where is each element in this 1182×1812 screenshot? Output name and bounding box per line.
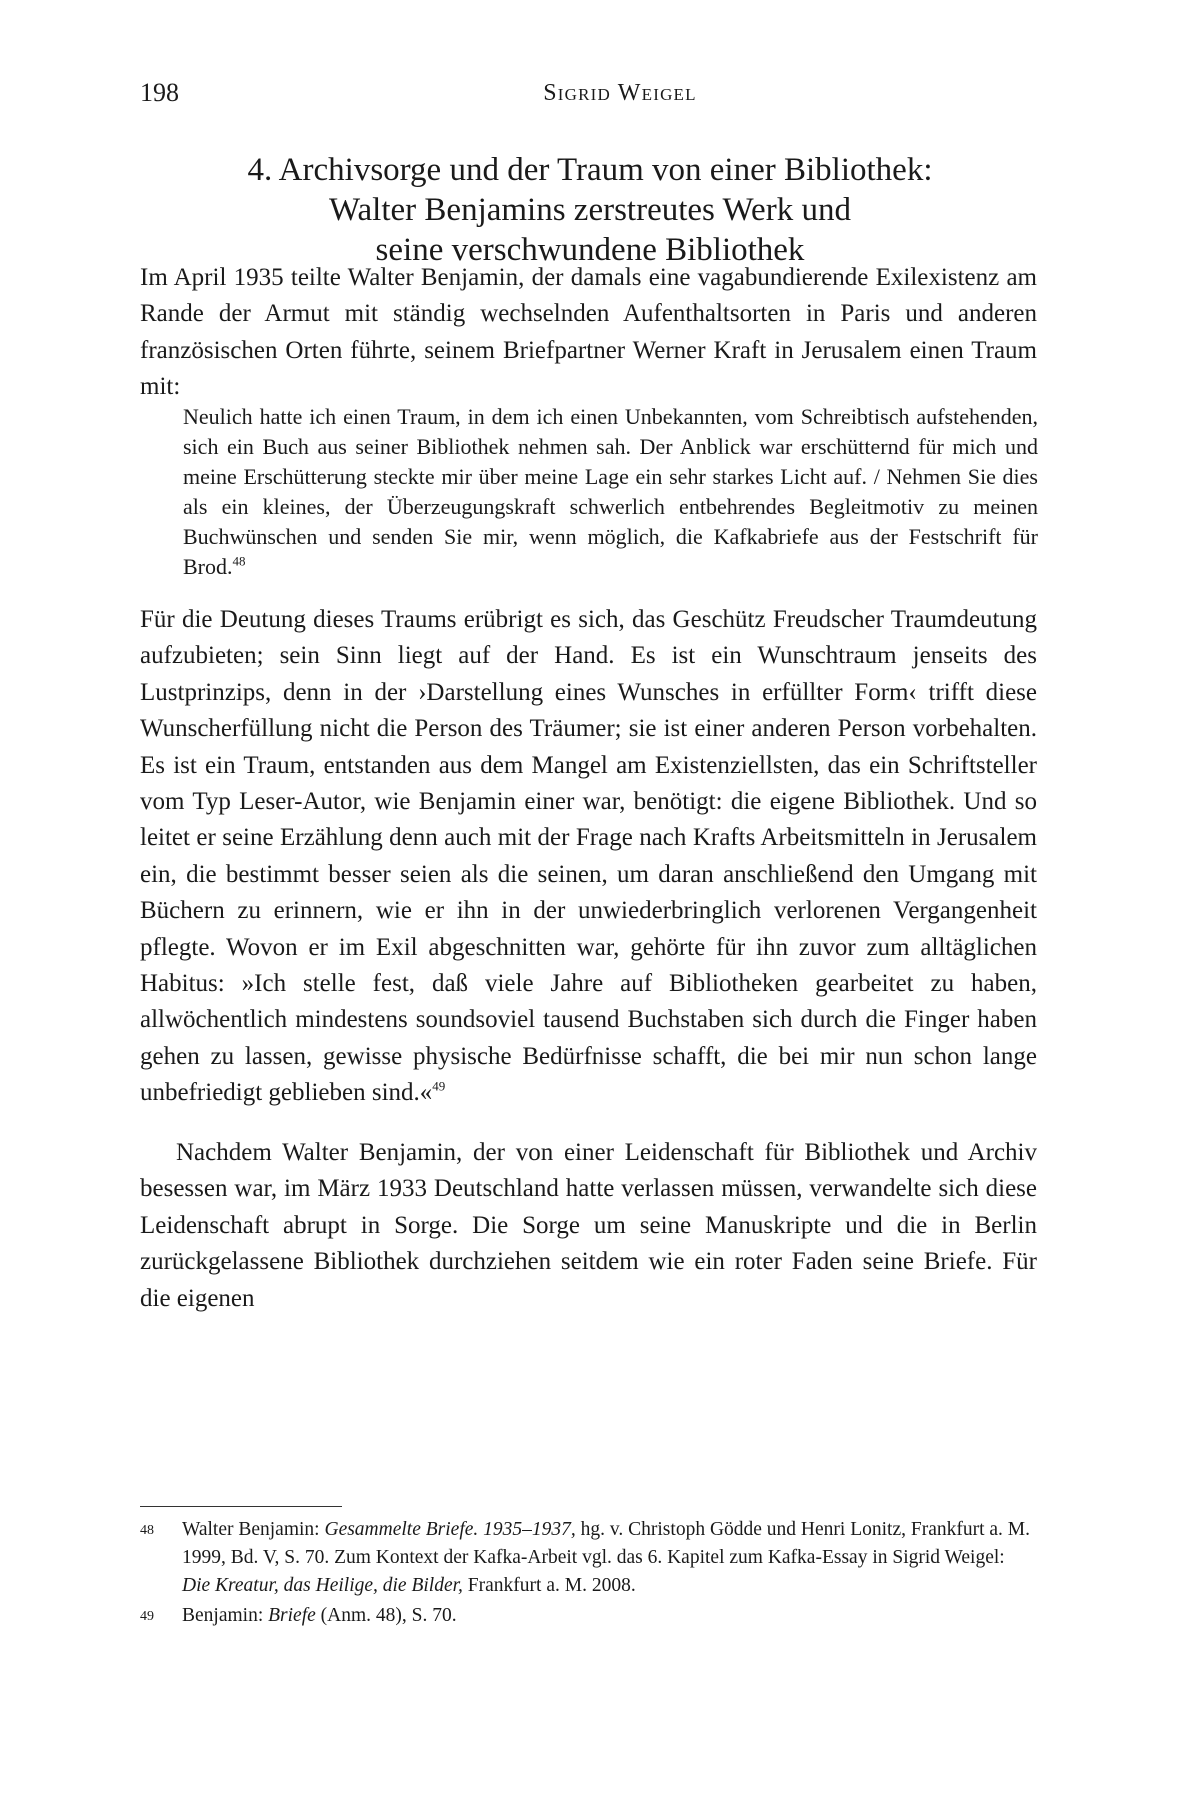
section-heading-line: 4. Archivsorge und der Traum von einer Bibliothek: [247, 152, 933, 188]
block-quote [183, 402, 1038, 582]
footnote-number: 48 [140, 1523, 154, 1538]
page-number: 198 [140, 78, 179, 107]
footnote-number: 49 [140, 1609, 154, 1624]
footnote-title-italic: Briefe [268, 1605, 316, 1626]
footnote-text [182, 1602, 1037, 1630]
footnote-title-italic: Gesammelte Briefe. 1935–1937, [324, 1519, 576, 1540]
body-paragraph-3: Nachdem Walter Benjamin, der von einer Leidenschaft für Bibliothek und Archiv besessen war, im März 1933 Deutschland hatte verlassen müssen, verwandelte sich diese Leidenschaft abrupt in Sorge. Die Sorge um seine Manuskripte und die in Berlin zurückgelassene Bibliothek durchziehen seitdem wie ein roter Faden seine Briefe. Für die eigenen [140, 1139, 1037, 1312]
body-paragraph-2 [140, 602, 1037, 1112]
footnote-49 [140, 1602, 1037, 1630]
running-head [140, 78, 1040, 114]
footnote-separator [140, 1506, 342, 1507]
footnote-title-italic: Die Kreatur, das Heilige, die Bilder, [182, 1575, 463, 1596]
footnote-text-part: (Anm. 48), S. 70. [315, 1605, 457, 1626]
footnote-text-part: Walter Benjamin: [182, 1519, 325, 1540]
footnote-48 [140, 1516, 1037, 1600]
footnote-text-part: Frankfurt a. M. 2008. [462, 1575, 636, 1596]
footnote-ref-48[interactable]: 48 [232, 553, 246, 569]
footnote-text [182, 1516, 1037, 1600]
block-quote-text: Neulich hatte ich einen Traum, in dem ich einen Unbekannten, vom Schreibtisch aufstehenden, sich ein Buch aus seiner Bibliothek nehmen sah. Der Anblick war erschütternd für mich und meine Erschütterung steckte mir über meine Lage ein sehr starkes Licht auf. / Nehmen Sie dies als ein kleines, der Überzeugungskraft schwerlich entbehrendes Begleitmotiv zu meinen Buchwünschen und senden Sie mir, wenn möglich, die Kafkabriefe aus der Festschrift für Brod. [183, 404, 1038, 579]
running-head-author: Sigrid Weigel [543, 80, 697, 106]
footnote-text-part: Benjamin: [182, 1605, 269, 1626]
section-heading-line: seine verschwundene Bibliothek [375, 232, 805, 268]
footnote-text-part: hg. v. Christoph Gödde und Henri Lonitz, Frankfurt a. M. 1999, Bd. V, S. 70. Zum Kontext der Kafka-Arbeit vgl. das 6. Kapitel zum Kafka-Essay in Sigrid Weigel: [182, 1519, 1030, 1568]
body-paragraph-1: Im April 1935 teilte Walter Benjamin, der damals eine vagabundierende Exilexistenz am Rande der Armut mit ständig wechselnden Aufenthaltsorten in Paris und anderen französischen Orten führte, seinem Briefpartner Werner Kraft in Jerusalem einen Traum mit: [140, 264, 1037, 401]
section-heading [140, 150, 1040, 270]
section-heading-line: Walter Benjamins zerstreutes Werk und [329, 192, 851, 228]
body-paragraph-2-text: Für die Deutung dieses Traums erübrigt es sich, das Geschütz Freudscher Traumdeutung aufzubieten; sein Sinn liegt auf der Hand. Es ist ein Wunschtraum jenseits des Lustprinzips, denn in der ›Darstellung eines Wunsches in erfüllter Form‹ trifft diese Wunscherfüllung nicht die Person des Träumer; sie ist einer anderen Person vorbehalten. Es ist ein Traum, entstanden aus dem Mangel am Existenziellsten, das ein Schriftsteller vom Typ Leser-Autor, wie Benjamin einer war, benötigt: die eigene Bibliothek. Und so leitet er seine Erzählung denn auch mit der Frage nach Krafts Arbeitsmitteln in Jerusalem ein, die bestimmt besser seien als die seinen, um daran anschließend den Umgang mit Büchern zu erinnern, wie er ihn in der unwiederbringlich verlorenen Vergangenheit pflegte. Wovon er im Exil abgeschnitten war, gehörte für ihn zuvor zum alltäglichen Habitus: »Ich stelle fest, daß viele Jahre auf Bibliotheken gearbeitet zu haben, allwöchentlich mindestens soundsoviel tausend Buchstaben sich durch die Finger haben gehen zu lassen, gewisse physische Bedürfnisse schafft, die bei mir nun schon lange unbefriedigt geblieben sind.« [140, 606, 1037, 1107]
footnote-ref-49[interactable]: 49 [432, 1078, 446, 1094]
